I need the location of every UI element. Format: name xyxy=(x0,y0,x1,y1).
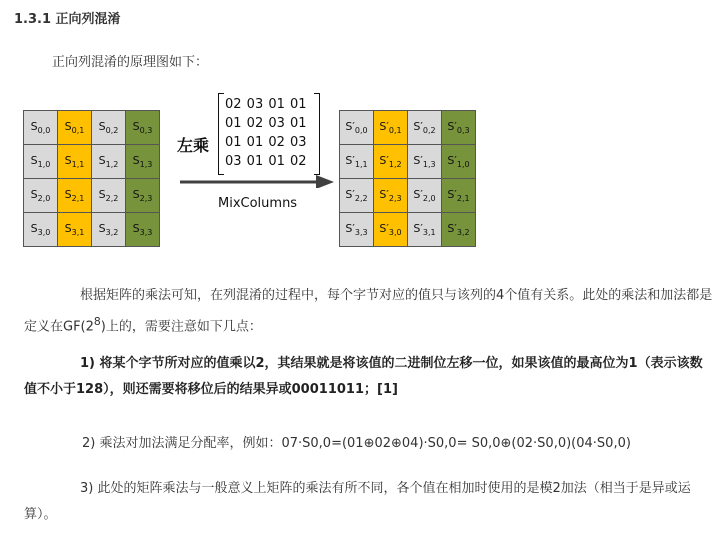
state-cell: $S'_{2,2}$ xyxy=(340,179,374,213)
state-cell: $S'_{0,1}$ xyxy=(374,111,408,145)
matrix-row: 01 01 02 03 xyxy=(225,135,307,150)
paragraph-text: 1) 将某个字节所对应的值乘以2，其结果就是将该值的二进制位左移一位，如果该值的最高位为1（表示该数值不小于128），则还需要将移位后的结果异或00011011；[1] xyxy=(24,356,703,397)
state-cell: $S_{3,3}$ xyxy=(126,213,160,247)
superscript: 8 xyxy=(93,315,101,328)
paragraph-text: )上的，需要注意如下几点： xyxy=(100,319,262,335)
paragraph-rule-2: 2) 乘法对加法满足分配率，例如：07·S0,0=(01⊕02⊕04)·S0,0= S0,0⊕(02·S0,0)(04·S0,0) xyxy=(82,436,631,451)
state-cell: $S'_{2,3}$ xyxy=(374,179,408,213)
state-cell: $S'_{3,1}$ xyxy=(408,213,442,247)
state-cell: $S_{1,2}$ xyxy=(92,145,126,179)
state-cell: $S'_{2,0}$ xyxy=(408,179,442,213)
state-cell: $S_{0,0}$ xyxy=(24,111,58,145)
matrix-row xyxy=(24,179,160,213)
paragraph-rule-3 xyxy=(24,476,714,528)
state-cell: $S'_{1,3}$ xyxy=(408,145,442,179)
state-cell: $S_{0,3}$ xyxy=(126,111,160,145)
matrix-row: 01 02 03 01 xyxy=(225,116,307,131)
matrix-left-bracket xyxy=(218,93,224,175)
state-cell: $S'_{1,1}$ xyxy=(340,145,374,179)
state-matrix-after xyxy=(339,110,476,247)
state-cell: $S_{3,2}$ xyxy=(92,213,126,247)
state-cell: $S_{2,1}$ xyxy=(58,179,92,213)
state-cell: $S_{2,2}$ xyxy=(92,179,126,213)
state-matrix-before xyxy=(23,110,160,247)
mix-columns-matrix xyxy=(218,93,320,175)
mix-columns-arrow xyxy=(180,172,335,188)
state-cell: $S_{2,3}$ xyxy=(126,179,160,213)
paragraph-rule-1 xyxy=(24,351,714,403)
state-cell: $S'_{0,2}$ xyxy=(408,111,442,145)
matrix-row: 02 03 01 01 xyxy=(225,97,307,112)
state-cell: $S_{0,2}$ xyxy=(92,111,126,145)
matrix-row xyxy=(340,179,476,213)
matrix-right-bracket xyxy=(314,93,320,175)
state-cell: $S_{1,1}$ xyxy=(58,145,92,179)
state-cell: $S'_{3,0}$ xyxy=(374,213,408,247)
paragraph-gf-intro xyxy=(24,283,714,340)
paragraph-text: 根据矩阵的乘法可知，在列混淆的过程中，每个字节对应的值只与该列的4个值有关系。此处的乘法和加法都是定义在GF(2 xyxy=(24,288,713,335)
state-cell: $S'_{3,2}$ xyxy=(442,213,476,247)
matrix-row xyxy=(340,145,476,179)
paragraph-text: 3) 此处的矩阵乘法与一般意义上矩阵的乘法有所不同，各个值在相加时使用的是模2加法（相当于是异或运算）。 xyxy=(24,481,691,522)
state-cell: $S_{0,1}$ xyxy=(58,111,92,145)
state-cell: $S_{3,0}$ xyxy=(24,213,58,247)
intro-paragraph: 正向列混淆的原理图如下： xyxy=(52,55,209,70)
matrix-row xyxy=(24,111,160,145)
mix-columns-label: MixColumns xyxy=(218,196,298,211)
state-cell: $S'_{0,0}$ xyxy=(340,111,374,145)
matrix-row xyxy=(24,145,160,179)
matrix-row: 03 01 01 02 xyxy=(225,154,307,169)
matrix-row xyxy=(24,213,160,247)
state-cell: $S'_{0,3}$ xyxy=(442,111,476,145)
state-cell: $S_{2,0}$ xyxy=(24,179,58,213)
state-cell: $S'_{3,3}$ xyxy=(340,213,374,247)
section-heading: 1.3.1 正向列混淆 xyxy=(14,12,121,27)
state-cell: $S_{1,3}$ xyxy=(126,145,160,179)
state-cell: $S'_{1,2}$ xyxy=(374,145,408,179)
matrix-row xyxy=(340,213,476,247)
matrix-row xyxy=(340,111,476,145)
state-cell: $S_{3,1}$ xyxy=(58,213,92,247)
left-multiply-label: 左乘 xyxy=(177,136,210,155)
state-cell: $S'_{2,1}$ xyxy=(442,179,476,213)
state-cell: $S'_{1,0}$ xyxy=(442,145,476,179)
state-cell: $S_{1,0}$ xyxy=(24,145,58,179)
